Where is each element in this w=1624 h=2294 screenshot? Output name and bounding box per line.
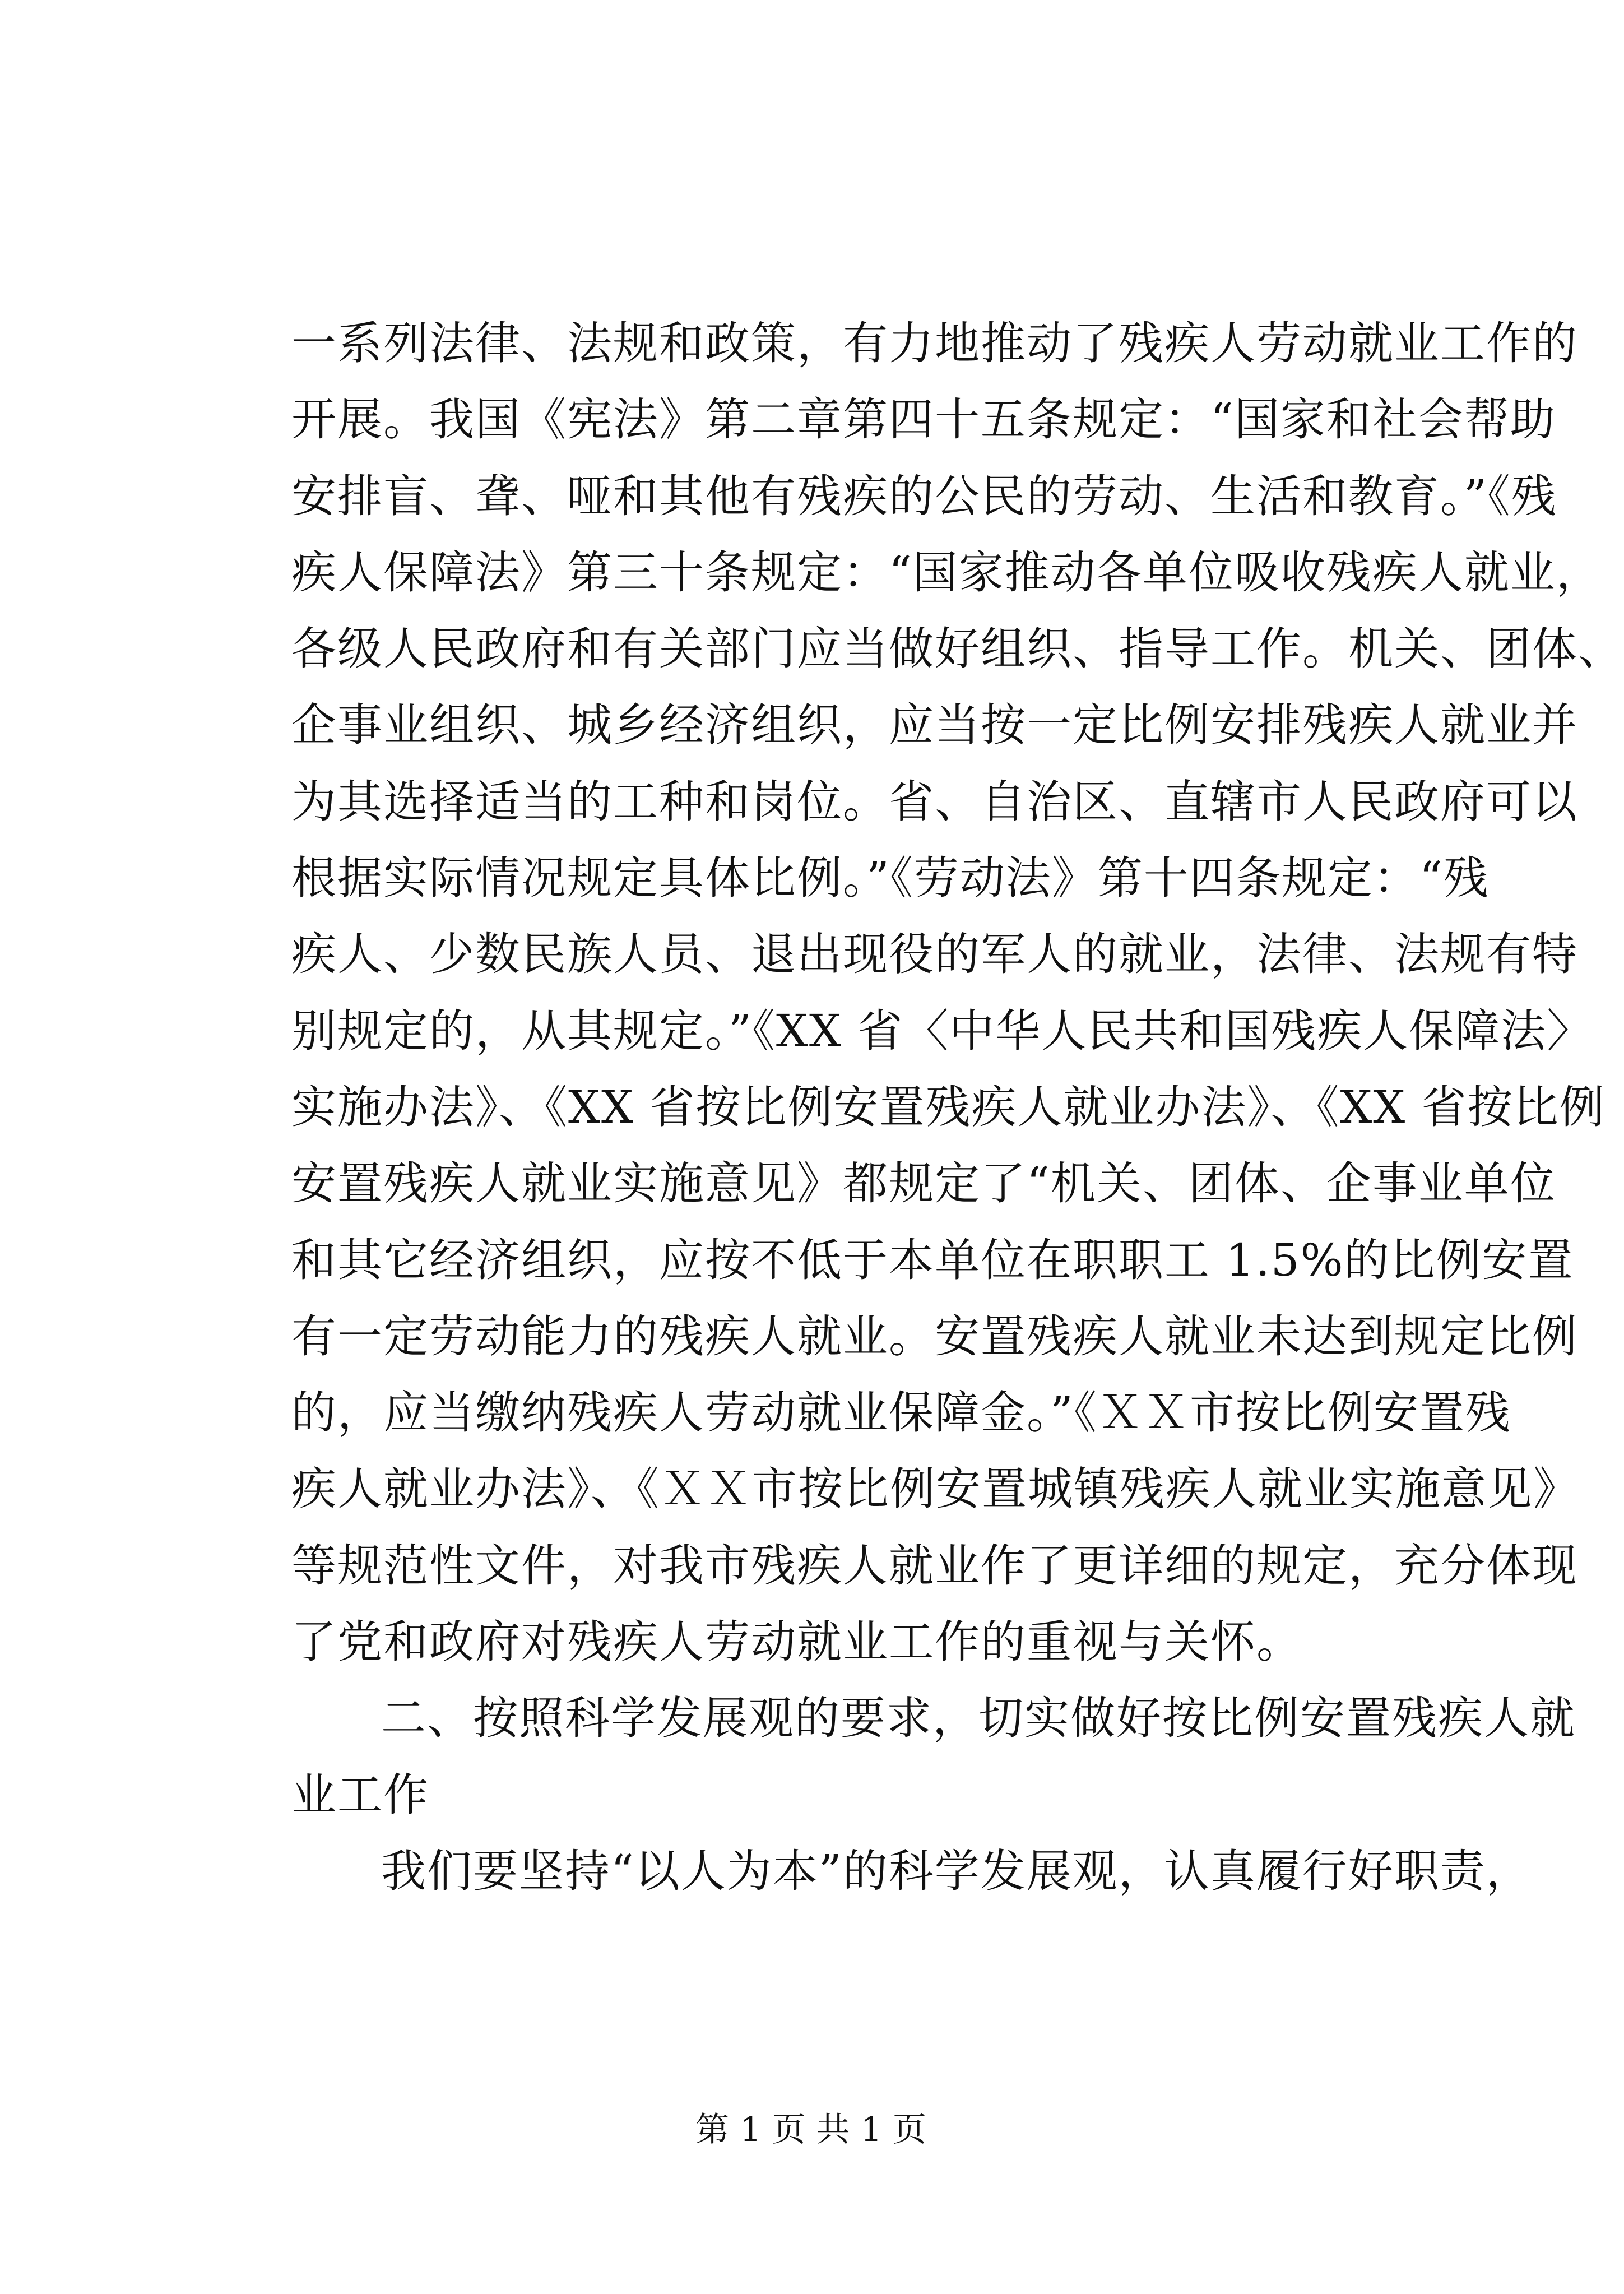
text-line: 业工作 — [291, 1768, 429, 1821]
text-line: 等规范性文件，对我市残疾人就业作了更详细的规定，充分体现 — [291, 1539, 1578, 1592]
text-line: 各级人民政府和有关部门应当做好组织、指导工作。机关、团体、 — [291, 623, 1624, 675]
text-line: 别规定的，从其规定。”《XX 省〈中华人民共和国残疾人保障法〉 — [291, 1004, 1593, 1057]
text-line: 疾人保障法》第三十条规定：“国家推动各单位吸收残疾人就业， — [291, 546, 1602, 599]
text-line: 的，应当缴纳残疾人劳动就业保障金。”《ＸＸ市按比例安置残 — [291, 1387, 1511, 1439]
text-line: 为其选择适当的工种和岗位。省、自治区、直辖市人民政府可以 — [291, 775, 1578, 828]
text-line: 和其它经济组织，应按不低于本单位在职职工 1.5%的比例安置 — [291, 1234, 1574, 1286]
page-footer: 第 1 页 共 1 页 — [695, 2110, 926, 2149]
text-line: 二、按照科学发展观的要求，切实做好按比例安置残疾人就 — [381, 1692, 1576, 1745]
text-line: 根据实际情况规定具体比例。”《劳动法》第十四条规定：“残 — [291, 852, 1490, 905]
text-line: 有一定劳动能力的残疾人就业。安置残疾人就业未达到规定比例 — [291, 1310, 1578, 1363]
text-line: 企事业组织、城乡经济组织，应当按一定比例安排残疾人就业并 — [291, 699, 1578, 752]
text-line: 安置残疾人就业实施意见》都规定了“机关、团体、企事业单位 — [291, 1157, 1556, 1210]
text-line: 安排盲、聋、哑和其他有残疾的公民的劳动、生活和教育。”《残 — [291, 470, 1557, 522]
text-line: 疾人就业办法》、《ＸＸ市按比例安置城镇残疾人就业实施意见》 — [291, 1463, 1579, 1516]
body-text — [291, 305, 1624, 1910]
text-line: 疾人、少数民族人员、退出现役的军人的就业，法律、法规有特 — [291, 928, 1578, 981]
text-line: 我们要坚持“以人为本”的科学发展观，认真履行好职责， — [381, 1845, 1532, 1897]
text-line: 了党和政府对残疾人劳动就业工作的重视与关怀。 — [291, 1616, 1302, 1669]
text-line: 实施办法》、《XX 省按比例安置残疾人就业办法》、《XX 省按比例 — [291, 1081, 1606, 1133]
text-line: 开展。我国《宪法》第二章第四十五条规定：“国家和社会帮助 — [291, 393, 1556, 446]
text-line: 一系列法律、法规和政策，有力地推动了残疾人劳动就业工作的 — [291, 317, 1578, 369]
